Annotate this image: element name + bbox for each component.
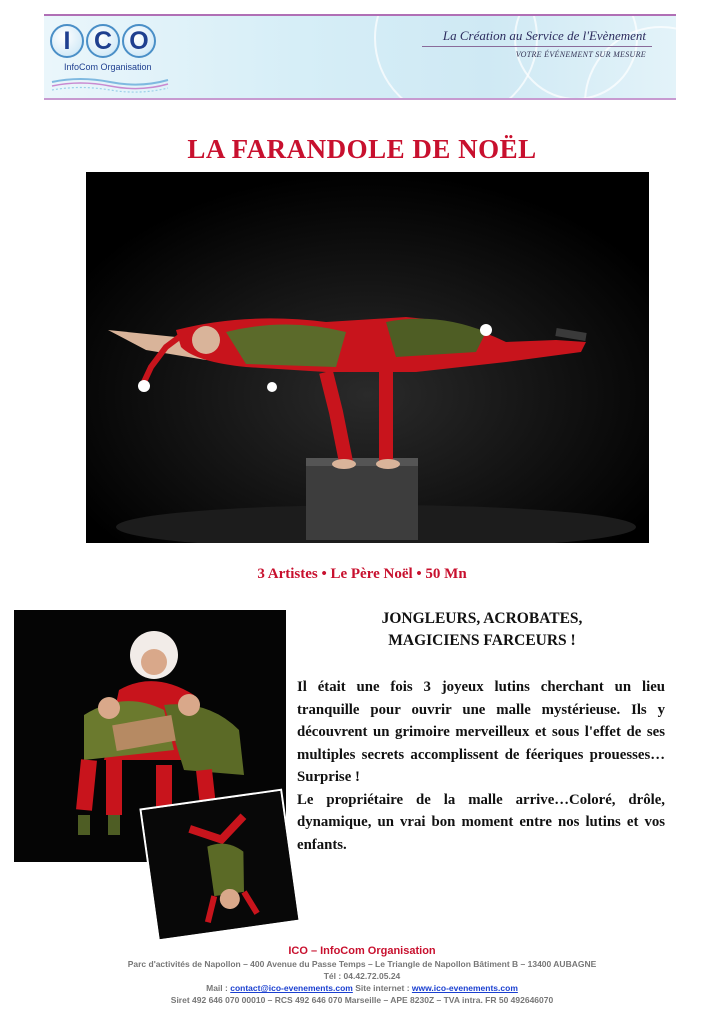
acrobats-photo bbox=[86, 172, 649, 543]
footer-legal: Siret 492 646 070 00010 – RCS 492 646 070 Marseille – APE 8230Z – TVA intra. FR 50 492646070 bbox=[170, 995, 554, 1005]
footer-address: Parc d'activités de Napollon – 400 Avenue du Passe Temps – Le Triangle de Napollon Bâtiment B – 13400 AUBAGNE bbox=[127, 959, 597, 969]
footer-phone: Tél : 04.42.72.05.24 bbox=[323, 971, 401, 981]
ico-logo bbox=[50, 24, 180, 94]
subheading bbox=[300, 608, 664, 652]
show-details: 3 Artistes • Le Père Noël • 50 Mn bbox=[257, 566, 467, 582]
subheading-line: MAGICIENS FARCEURS ! bbox=[388, 632, 576, 649]
footer-contact bbox=[0, 982, 724, 994]
description bbox=[297, 676, 665, 856]
handstand-illustration bbox=[142, 791, 299, 939]
footer-company: ICO – InfoCom Organisation bbox=[288, 945, 436, 957]
subheading-line: JONGLEURS, ACROBATES, bbox=[381, 610, 583, 627]
logo-letter: I bbox=[50, 24, 84, 58]
site-label: Site internet : bbox=[355, 983, 410, 993]
logo-swoosh-icon bbox=[50, 74, 170, 94]
tagline: La Création au Service de l'Evènement bbox=[442, 28, 646, 43]
banner-decoration bbox=[374, 14, 538, 100]
page-title: LA FARANDOLE DE NOËL bbox=[187, 134, 537, 164]
acrobats-illustration bbox=[86, 172, 649, 543]
tagline-divider bbox=[422, 46, 652, 47]
logo-subtitle: InfoCom Organisation bbox=[64, 62, 152, 72]
logo-letter: O bbox=[122, 24, 156, 58]
website-link[interactable]: www.ico-evenements.com bbox=[411, 983, 518, 993]
email-link[interactable]: contact@ico-evenements.com bbox=[230, 983, 353, 993]
logo-letter: C bbox=[86, 24, 120, 58]
description-paragraph: Il était une fois 3 joyeux lutins cherchant un lieu tranquille pour ouvrir une malle mystérieuse. Ils y découvrent un grimoire merveilleux et sous l'effet de ses multiples secrets accomplissent de féeriques prouesses… Surprise ! bbox=[297, 679, 665, 785]
footer bbox=[0, 945, 724, 1006]
tagline-subtitle: VOTRE ÉVÉNEMENT SUR MESURE bbox=[515, 50, 646, 59]
handstand-elf-photo bbox=[142, 791, 299, 939]
mail-label: Mail : bbox=[206, 983, 228, 993]
letterhead-banner bbox=[44, 14, 676, 100]
description-paragraph: Le propriétaire de la malle arrive…Coloré, drôle, dynamique, un vrai bon moment entre nos lutins et vos enfants. bbox=[297, 791, 665, 853]
